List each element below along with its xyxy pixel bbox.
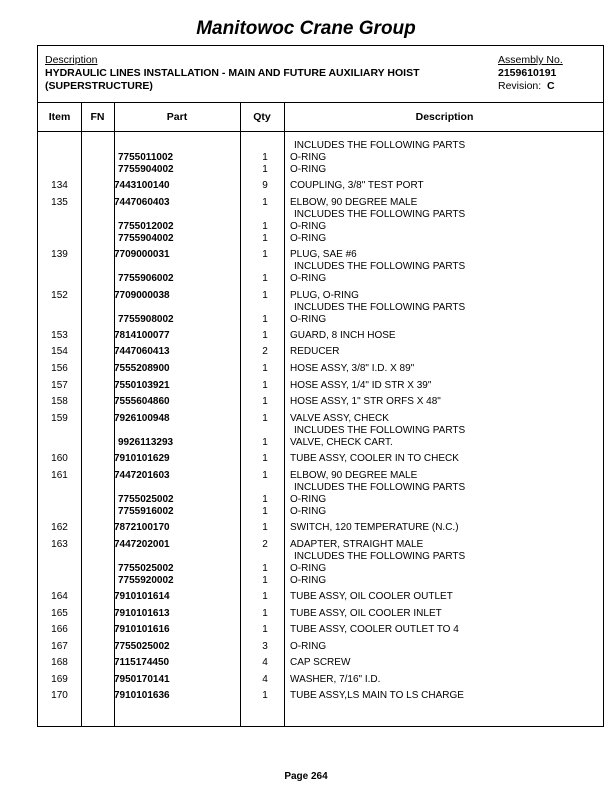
table-row [38, 197, 603, 209]
item-number: 158 [51, 396, 68, 407]
quantity: 1 [262, 396, 268, 407]
item-number: 139 [51, 249, 68, 260]
part-number: 9926113293 [118, 437, 174, 448]
item-number: 169 [51, 674, 68, 685]
part-number: 7447060403 [114, 197, 170, 208]
quantity: 1 [262, 152, 268, 163]
part-description: REDUCER [290, 346, 340, 357]
assembly-label: Assembly No. [498, 54, 563, 66]
part-description: O-RING [290, 314, 327, 325]
part-number: 7755025002 [118, 494, 174, 505]
part-description: O-RING [290, 273, 327, 284]
revision-value: C [547, 80, 555, 92]
part-number: 7910101636 [114, 690, 170, 701]
part-description: TUBE ASSY, COOLER OUTLET TO 4 [290, 624, 459, 635]
part-number: 7447201603 [114, 470, 170, 481]
part-number: 7550103921 [114, 380, 170, 391]
table-row [38, 494, 603, 506]
part-number: 7555604860 [114, 396, 170, 407]
table-row [38, 140, 603, 152]
quantity: 1 [262, 563, 268, 574]
quantity: 1 [262, 290, 268, 301]
item-number: 157 [51, 380, 68, 391]
item-number: 135 [51, 197, 68, 208]
column-header-row [38, 103, 603, 132]
part-number: 7872100170 [114, 522, 170, 533]
table-row [38, 180, 603, 192]
item-number: 165 [51, 608, 68, 619]
column-header-description: Description [415, 111, 474, 123]
table-row [38, 363, 603, 375]
table-row [38, 551, 603, 563]
page-number: Page 264 [284, 771, 328, 782]
part-description: WASHER, 7/16" I.D. [290, 674, 381, 685]
quantity: 1 [262, 506, 268, 517]
part-number: 7555208900 [114, 363, 170, 374]
part-description: INCLUDES THE FOLLOWING PARTS [294, 425, 466, 436]
column-header-item: Item [48, 111, 71, 123]
item-number: 170 [51, 690, 68, 701]
part-description: ELBOW, 90 DEGREE MALE [290, 470, 418, 481]
part-description: O-RING [290, 221, 327, 232]
table-row [38, 657, 603, 669]
quantity: 1 [262, 522, 268, 533]
quantity: 1 [262, 380, 268, 391]
table-row [38, 482, 603, 494]
table-row [38, 591, 603, 603]
part-description: TUBE ASSY, OIL COOLER OUTLET [290, 591, 453, 602]
part-description: INCLUDES THE FOLLOWING PARTS [294, 302, 466, 313]
quantity: 1 [262, 330, 268, 341]
assembly-description-block [45, 54, 420, 93]
table-row [38, 209, 603, 221]
part-number: 7447060413 [114, 346, 170, 357]
table-row [38, 396, 603, 408]
quantity: 1 [262, 221, 268, 232]
revision-label: Revision: [498, 80, 542, 92]
assembly-number: 2159610191 [498, 67, 557, 79]
table-row [38, 470, 603, 482]
part-description: VALVE, CHECK CART. [290, 437, 393, 448]
column-header-fn: FN [90, 111, 105, 123]
column-header-part: Part [166, 111, 188, 123]
part-description: INCLUDES THE FOLLOWING PARTS [294, 551, 466, 562]
quantity: 1 [262, 690, 268, 701]
table-row [38, 233, 603, 245]
table-row [38, 608, 603, 620]
assembly-header [38, 46, 603, 103]
table-row [38, 290, 603, 302]
item-number: 167 [51, 641, 68, 652]
part-description: TUBE ASSY, OIL COOLER INLET [290, 608, 442, 619]
table-row [38, 539, 603, 551]
table-row [38, 522, 603, 534]
item-number: 152 [51, 290, 68, 301]
part-description: INCLUDES THE FOLLOWING PARTS [294, 482, 466, 493]
table-row [38, 221, 603, 233]
part-description: INCLUDES THE FOLLOWING PARTS [294, 261, 466, 272]
table-row [38, 302, 603, 314]
part-description: O-RING [290, 563, 327, 574]
item-number: 162 [51, 522, 68, 533]
part-description: GUARD, 8 INCH HOSE [290, 330, 396, 341]
part-number: 7910101629 [114, 453, 170, 464]
part-number: 7755916002 [118, 506, 174, 517]
quantity: 1 [262, 624, 268, 635]
quantity: 1 [262, 273, 268, 284]
part-number: 7814100077 [114, 330, 170, 341]
table-row [38, 575, 603, 587]
part-number: 7443100140 [114, 180, 170, 191]
quantity: 4 [262, 674, 268, 685]
part-number: 7709000031 [114, 249, 170, 260]
part-number: 7910101614 [114, 591, 170, 602]
table-row [38, 453, 603, 465]
part-description: SWITCH, 120 TEMPERATURE (N.C.) [290, 522, 459, 533]
part-number: 7755025002 [114, 641, 170, 652]
quantity: 1 [262, 314, 268, 325]
quantity: 2 [262, 346, 268, 357]
part-description: HOSE ASSY, 1" STR ORFS X 48" [290, 396, 441, 407]
revision-line [498, 80, 563, 93]
part-description: COUPLING, 3/8" TEST PORT [290, 180, 424, 191]
part-number: 7755012002 [118, 221, 174, 232]
quantity: 1 [262, 437, 268, 448]
assembly-number-block [498, 54, 563, 93]
part-description: HOSE ASSY, 3/8" I.D. X 89" [290, 363, 415, 374]
part-description: HOSE ASSY, 1/4" ID STR X 39" [290, 380, 432, 391]
part-number: 7755906002 [118, 273, 174, 284]
quantity: 1 [262, 233, 268, 244]
table-row [38, 380, 603, 392]
part-description: O-RING [290, 164, 327, 175]
part-description: INCLUDES THE FOLLOWING PARTS [294, 140, 466, 151]
part-description: INCLUDES THE FOLLOWING PARTS [294, 209, 466, 220]
quantity: 4 [262, 657, 268, 668]
item-number: 156 [51, 363, 68, 374]
part-description: CAP SCREW [290, 657, 351, 668]
item-number: 164 [51, 591, 68, 602]
quantity: 3 [262, 641, 268, 652]
table-row [38, 641, 603, 653]
quantity: 1 [262, 413, 268, 424]
table-row [38, 249, 603, 261]
part-number: 7755904002 [118, 233, 174, 244]
part-number: 7755025002 [118, 563, 174, 574]
part-number: 7755011002 [118, 152, 174, 163]
quantity: 1 [262, 363, 268, 374]
quantity: 1 [262, 453, 268, 464]
table-row [38, 330, 603, 342]
part-number: 7950170141 [114, 674, 170, 685]
item-number: 163 [51, 539, 68, 550]
part-description: O-RING [290, 641, 327, 652]
part-number: 7755920002 [118, 575, 174, 586]
item-number: 160 [51, 453, 68, 464]
table-row [38, 314, 603, 326]
part-number: 7755904002 [118, 164, 174, 175]
part-description: PLUG, SAE #6 [290, 249, 357, 260]
part-description: O-RING [290, 233, 327, 244]
quantity: 1 [262, 164, 268, 175]
item-number: 153 [51, 330, 68, 341]
part-description: ELBOW, 90 DEGREE MALE [290, 197, 418, 208]
item-number: 154 [51, 346, 68, 357]
column-header-qty: Qty [253, 111, 271, 123]
part-description: VALVE ASSY, CHECK [290, 413, 389, 424]
quantity: 9 [262, 180, 268, 191]
part-number: 7709000038 [114, 290, 170, 301]
table-row [38, 690, 603, 702]
item-number: 168 [51, 657, 68, 668]
item-number: 159 [51, 413, 68, 424]
quantity: 1 [262, 575, 268, 586]
table-row [38, 624, 603, 636]
table-row [38, 506, 603, 518]
part-description: ADAPTER, STRAIGHT MALE [290, 539, 424, 550]
part-description: O-RING [290, 152, 327, 163]
table-row [38, 273, 603, 285]
quantity: 1 [262, 494, 268, 505]
item-number: 161 [51, 470, 68, 481]
quantity: 1 [262, 197, 268, 208]
item-number: 134 [51, 180, 68, 191]
part-number: 7115174450 [114, 657, 170, 668]
table-row [38, 346, 603, 358]
item-number: 166 [51, 624, 68, 635]
quantity: 1 [262, 591, 268, 602]
page-title: Manitowoc Crane Group [196, 18, 416, 39]
table-row [38, 152, 603, 164]
part-number: 7910101613 [114, 608, 170, 619]
table-row [38, 563, 603, 575]
table-row [38, 413, 603, 425]
part-number: 7447202001 [114, 539, 170, 550]
table-row [38, 437, 603, 449]
part-description: O-RING [290, 494, 327, 505]
table-row [38, 164, 603, 176]
part-description: O-RING [290, 575, 327, 586]
quantity: 1 [262, 470, 268, 481]
part-description: O-RING [290, 506, 327, 517]
table-row [38, 261, 603, 273]
part-description: TUBE ASSY,LS MAIN TO LS CHARGE [290, 690, 464, 701]
description-label: Description [45, 54, 98, 66]
assembly-title-line1: HYDRAULIC LINES INSTALLATION - MAIN AND FUTURE AUXILIARY HOIST [45, 67, 420, 79]
part-number: 7926100948 [114, 413, 170, 424]
part-number: 7910101616 [114, 624, 170, 635]
quantity: 1 [262, 608, 268, 619]
part-description: TUBE ASSY, COOLER IN TO CHECK [290, 453, 459, 464]
part-description: PLUG, O-RING [290, 290, 359, 301]
parts-table-frame [37, 45, 604, 727]
quantity: 1 [262, 249, 268, 260]
assembly-title-line2: (SUPERSTRUCTURE) [45, 80, 153, 92]
quantity: 2 [262, 539, 268, 550]
table-row [38, 674, 603, 686]
table-row [38, 425, 603, 437]
part-number: 7755908002 [118, 314, 174, 325]
